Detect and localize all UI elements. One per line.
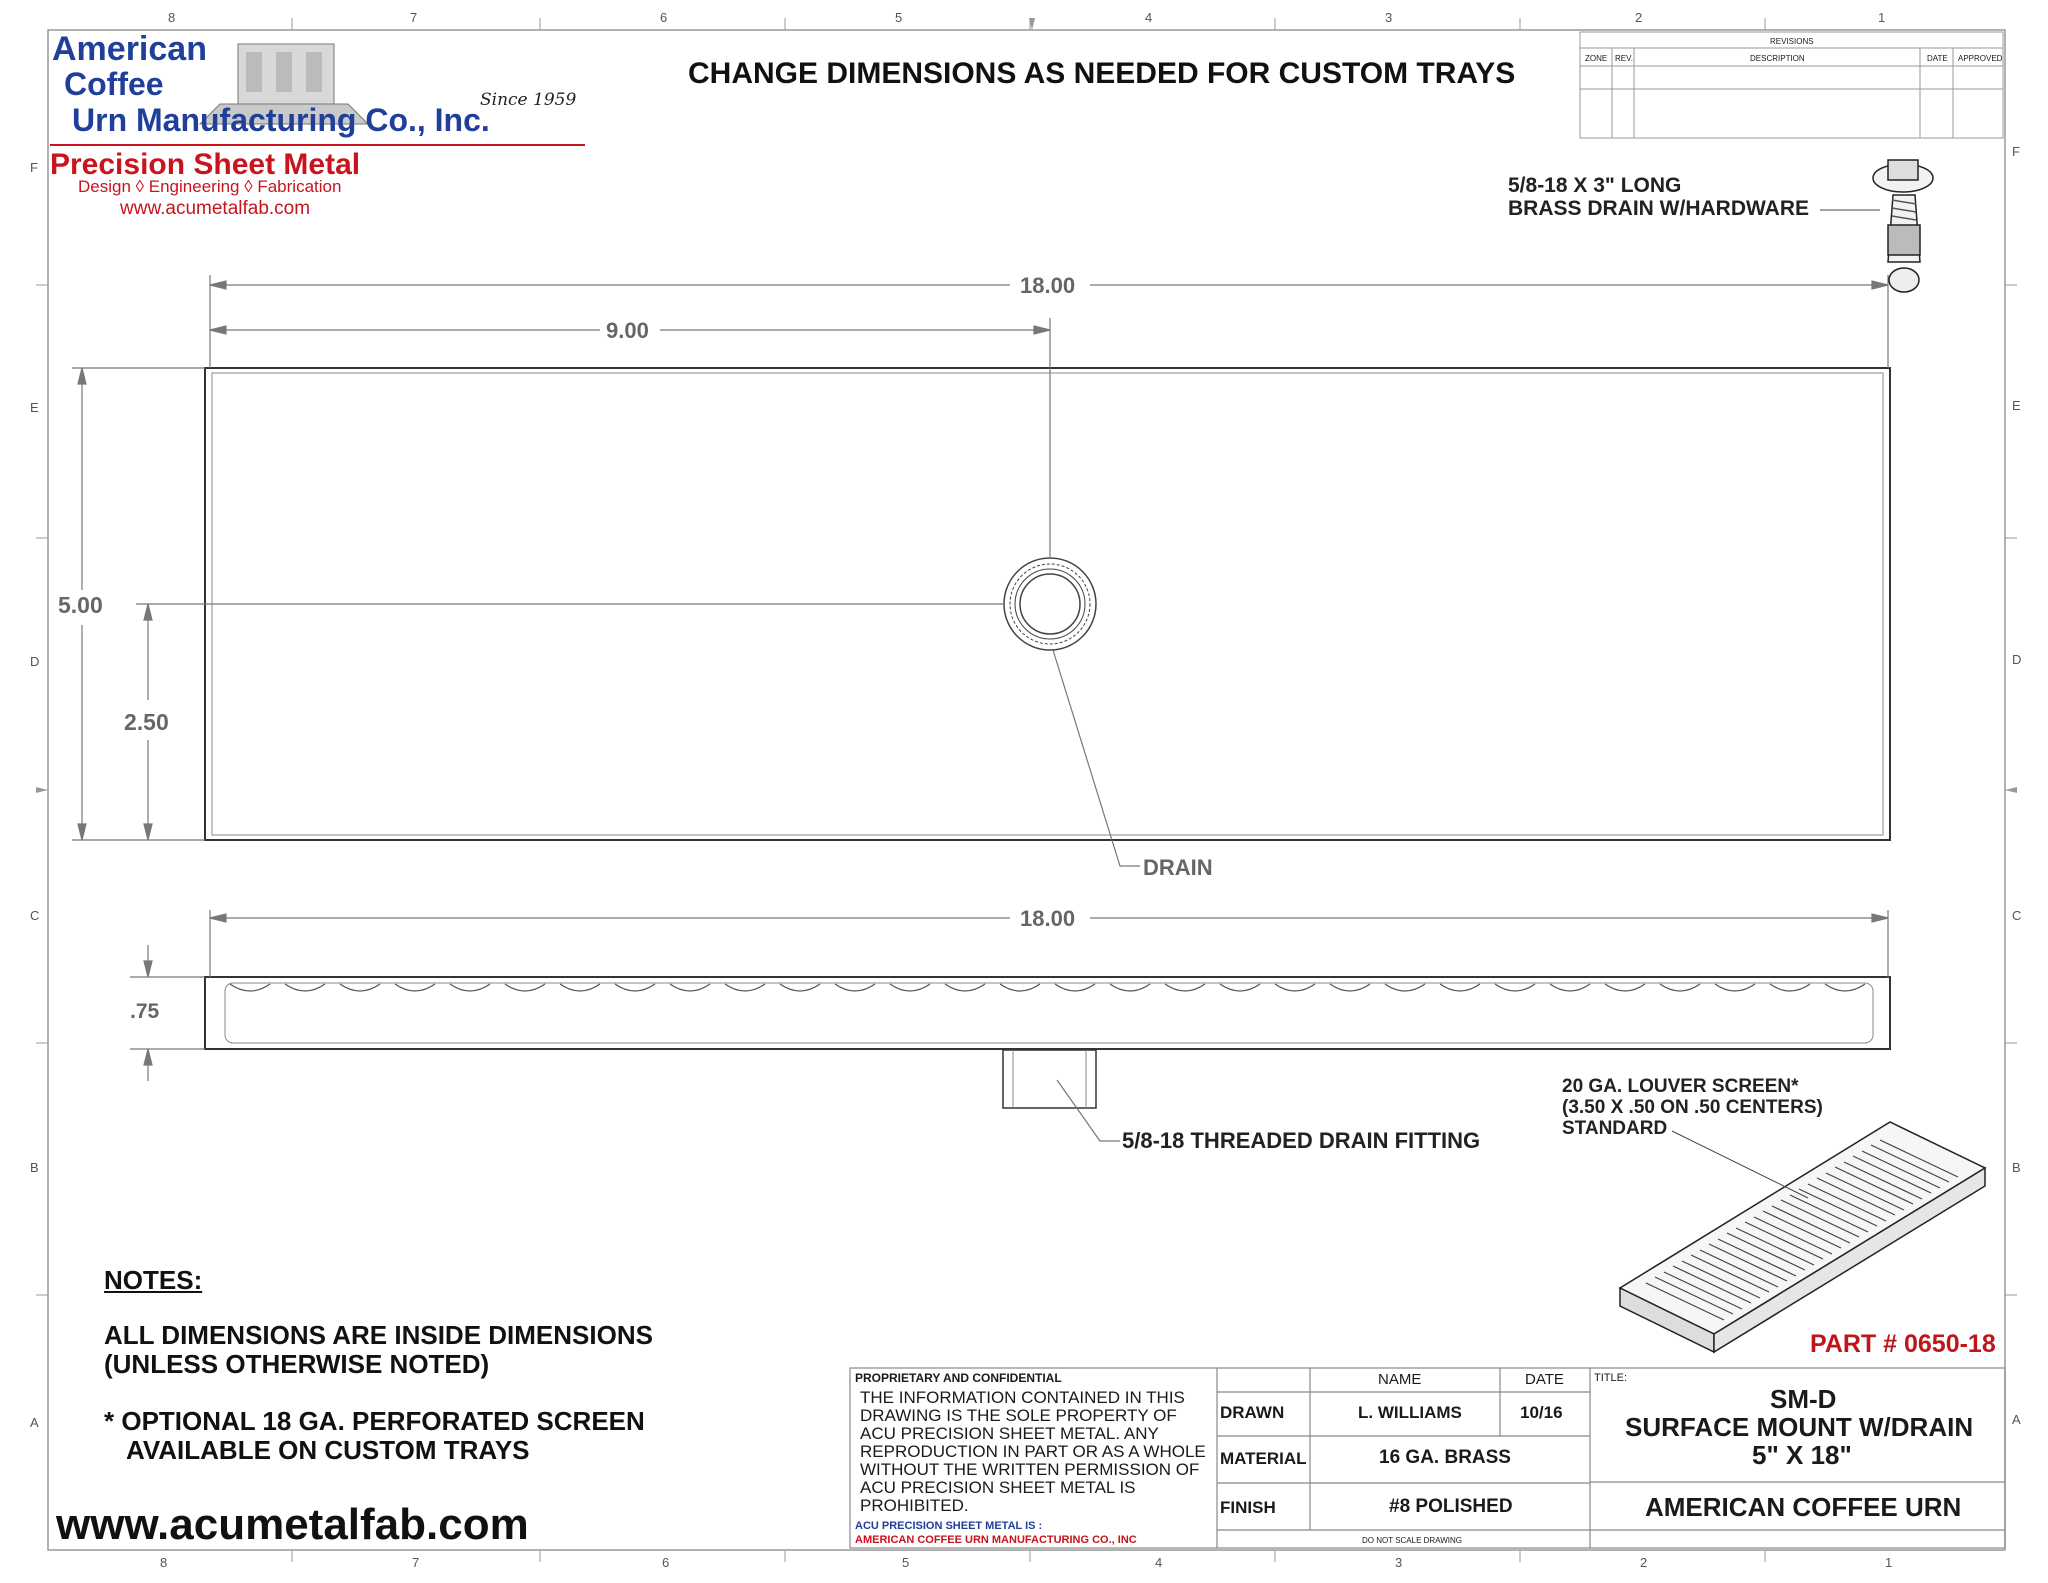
zone-col-3-top: 3: [1385, 10, 1393, 25]
drain-hardware-callout-line1: 5/8-18 X 3" LONG: [1508, 174, 1682, 197]
title-line-2: SURFACE MOUNT W/DRAIN: [1625, 1412, 1974, 1442]
screen-callout-line1: 20 GA. LOUVER SCREEN*: [1562, 1076, 1799, 1097]
material-value: 16 GA. BRASS: [1379, 1447, 1511, 1468]
note-2-line1: * OPTIONAL 18 GA. PERFORATED SCREEN: [104, 1406, 645, 1436]
proprietary-heading: PROPRIETARY AND CONFIDENTIAL: [855, 1371, 1062, 1385]
proprietary-line-5: WITHOUT THE WRITTEN PERMISSION OF: [860, 1460, 1200, 1479]
revisions-col-date: DATE: [1927, 54, 1948, 63]
zone-col-2-top: 2: [1635, 10, 1643, 25]
zone-col-4-bottom: 4: [1155, 1555, 1163, 1570]
zone-col-4-top: 4: [1145, 10, 1153, 25]
zone-col-1-bottom: 1: [1885, 1555, 1893, 1570]
zone-row-a-left: A: [30, 1415, 39, 1430]
zone-row-b-right: B: [2012, 1160, 2021, 1175]
dimension-lines: [72, 275, 1888, 866]
name-header: NAME: [1378, 1371, 1422, 1388]
zone-col-1-top: 1: [1878, 10, 1886, 25]
zone-col-5-bottom: 5: [902, 1555, 910, 1570]
louver-screen-illustration: [1620, 1122, 1985, 1352]
drain-hole: [1004, 558, 1096, 650]
revisions-col-approved: APPROVED: [1958, 54, 2003, 63]
title-label: TITLE:: [1594, 1372, 1628, 1384]
do-not-scale: DO NOT SCALE DRAWING: [1362, 1536, 1463, 1545]
dim-drain-center: 9.00: [606, 318, 649, 343]
zone-row-f-left: F: [30, 160, 38, 175]
drawn-label: DRAWN: [1220, 1403, 1285, 1422]
dim-overall-width: 5.00: [58, 592, 103, 618]
proprietary-line-6: ACU PRECISION SHEET METAL IS: [860, 1478, 1136, 1497]
note-2-line2: AVAILABLE ON CUSTOM TRAYS: [126, 1435, 530, 1465]
zone-row-e-left: E: [30, 400, 39, 415]
notes-title: NOTES:: [104, 1265, 203, 1295]
zone-col-5-top: 5: [895, 10, 903, 25]
note-1-line2: (UNLESS OTHERWISE NOTED): [104, 1349, 490, 1379]
logo-division: Precision Sheet Metal: [50, 148, 361, 181]
zone-col-8-top: 8: [168, 10, 176, 25]
proprietary-line-1: THE INFORMATION CONTAINED IN THIS: [860, 1388, 1185, 1407]
zone-row-d-right: D: [2012, 652, 2022, 667]
finish-label: FINISH: [1220, 1498, 1276, 1517]
logo-line-american: American: [52, 30, 207, 68]
dim-overall-length: 18.00: [1020, 273, 1076, 298]
zone-col-2-bottom: 2: [1640, 1555, 1648, 1570]
logo-line-urn: Urn Manufacturing Co., Inc.: [72, 102, 490, 138]
acu-company: AMERICAN COFFEE URN MANUFACTURING CO., INC: [855, 1534, 1137, 1546]
drain-hardware-illustration: [1820, 160, 1933, 292]
drain-label: DRAIN: [1143, 855, 1213, 880]
revisions-col-zone: ZONE: [1585, 54, 1608, 63]
acu-line: ACU PRECISION SHEET METAL IS :: [855, 1520, 1043, 1532]
material-label: MATERIAL: [1220, 1449, 1307, 1468]
screen-callout-line3: STANDARD: [1562, 1118, 1668, 1139]
logo-line-coffee: Coffee: [64, 66, 164, 102]
logo-services: Design ◊ Engineering ◊ Fabrication: [78, 177, 342, 196]
title-line-3: 5" X 18": [1752, 1440, 1852, 1470]
revisions-title: REVISIONS: [1770, 37, 1814, 46]
note-1-line1: ALL DIMENSIONS ARE INSIDE DIMENSIONS: [104, 1320, 653, 1350]
title-company: AMERICAN COFFEE URN: [1645, 1492, 1962, 1522]
finish-value: #8 POLISHED: [1389, 1496, 1513, 1517]
revisions-table: [1580, 32, 2003, 138]
zone-row-c-left: C: [30, 908, 40, 923]
screen-callout-line2: (3.50 X .50 ON .50 CENTERS): [1562, 1097, 1823, 1118]
zone-col-6-top: 6: [660, 10, 668, 25]
fitting-callout: 5/8-18 THREADED DRAIN FITTING: [1122, 1128, 1481, 1153]
title-line-1: SM-D: [1770, 1384, 1837, 1414]
zone-col-3-bottom: 3: [1395, 1555, 1403, 1570]
zone-row-d-left: D: [30, 654, 40, 669]
zone-col-8-bottom: 8: [160, 1555, 168, 1570]
drawn-date: 10/16: [1520, 1403, 1563, 1422]
drawn-name: L. WILLIAMS: [1358, 1403, 1462, 1422]
drain-hardware-callout-line2: BRASS DRAIN W/HARDWARE: [1508, 197, 1809, 220]
proprietary-line-3: ACU PRECISION SHEET METAL. ANY: [860, 1424, 1159, 1443]
header-banner: CHANGE DIMENSIONS AS NEEDED FOR CUSTOM TRAYS: [688, 57, 1516, 90]
footer-url[interactable]: www.acumetalfab.com: [56, 1500, 529, 1549]
zone-col-6-bottom: 6: [662, 1555, 670, 1570]
zone-row-a-right: A: [2012, 1412, 2021, 1427]
proprietary-line-7: PROHIBITED.: [860, 1496, 969, 1515]
revisions-col-rev: REV.: [1615, 54, 1633, 63]
dim-side-length: 18.00: [1020, 906, 1076, 931]
louver-profile: [230, 984, 1865, 991]
zone-col-7-bottom: 7: [412, 1555, 420, 1570]
zone-row-c-right: C: [2012, 908, 2022, 923]
dim-depth: .75: [130, 1000, 160, 1023]
part-number: PART # 0650-18: [1810, 1330, 1996, 1358]
logo-since: Since 1959: [480, 90, 577, 110]
proprietary-line-4: REPRODUCTION IN PART OR AS A WHOLE: [860, 1442, 1206, 1461]
proprietary-line-2: DRAWING IS THE SOLE PROPERTY OF: [860, 1406, 1177, 1425]
dim-half-width: 2.50: [124, 709, 169, 735]
zone-row-b-left: B: [30, 1160, 39, 1175]
zone-row-f-right: F: [2012, 144, 2020, 159]
logo-url[interactable]: www.acumetalfab.com: [120, 198, 311, 219]
revisions-col-description: DESCRIPTION: [1750, 54, 1805, 63]
date-header: DATE: [1525, 1371, 1564, 1388]
zone-col-7-top: 7: [410, 10, 418, 25]
zone-row-e-right: E: [2012, 398, 2021, 413]
